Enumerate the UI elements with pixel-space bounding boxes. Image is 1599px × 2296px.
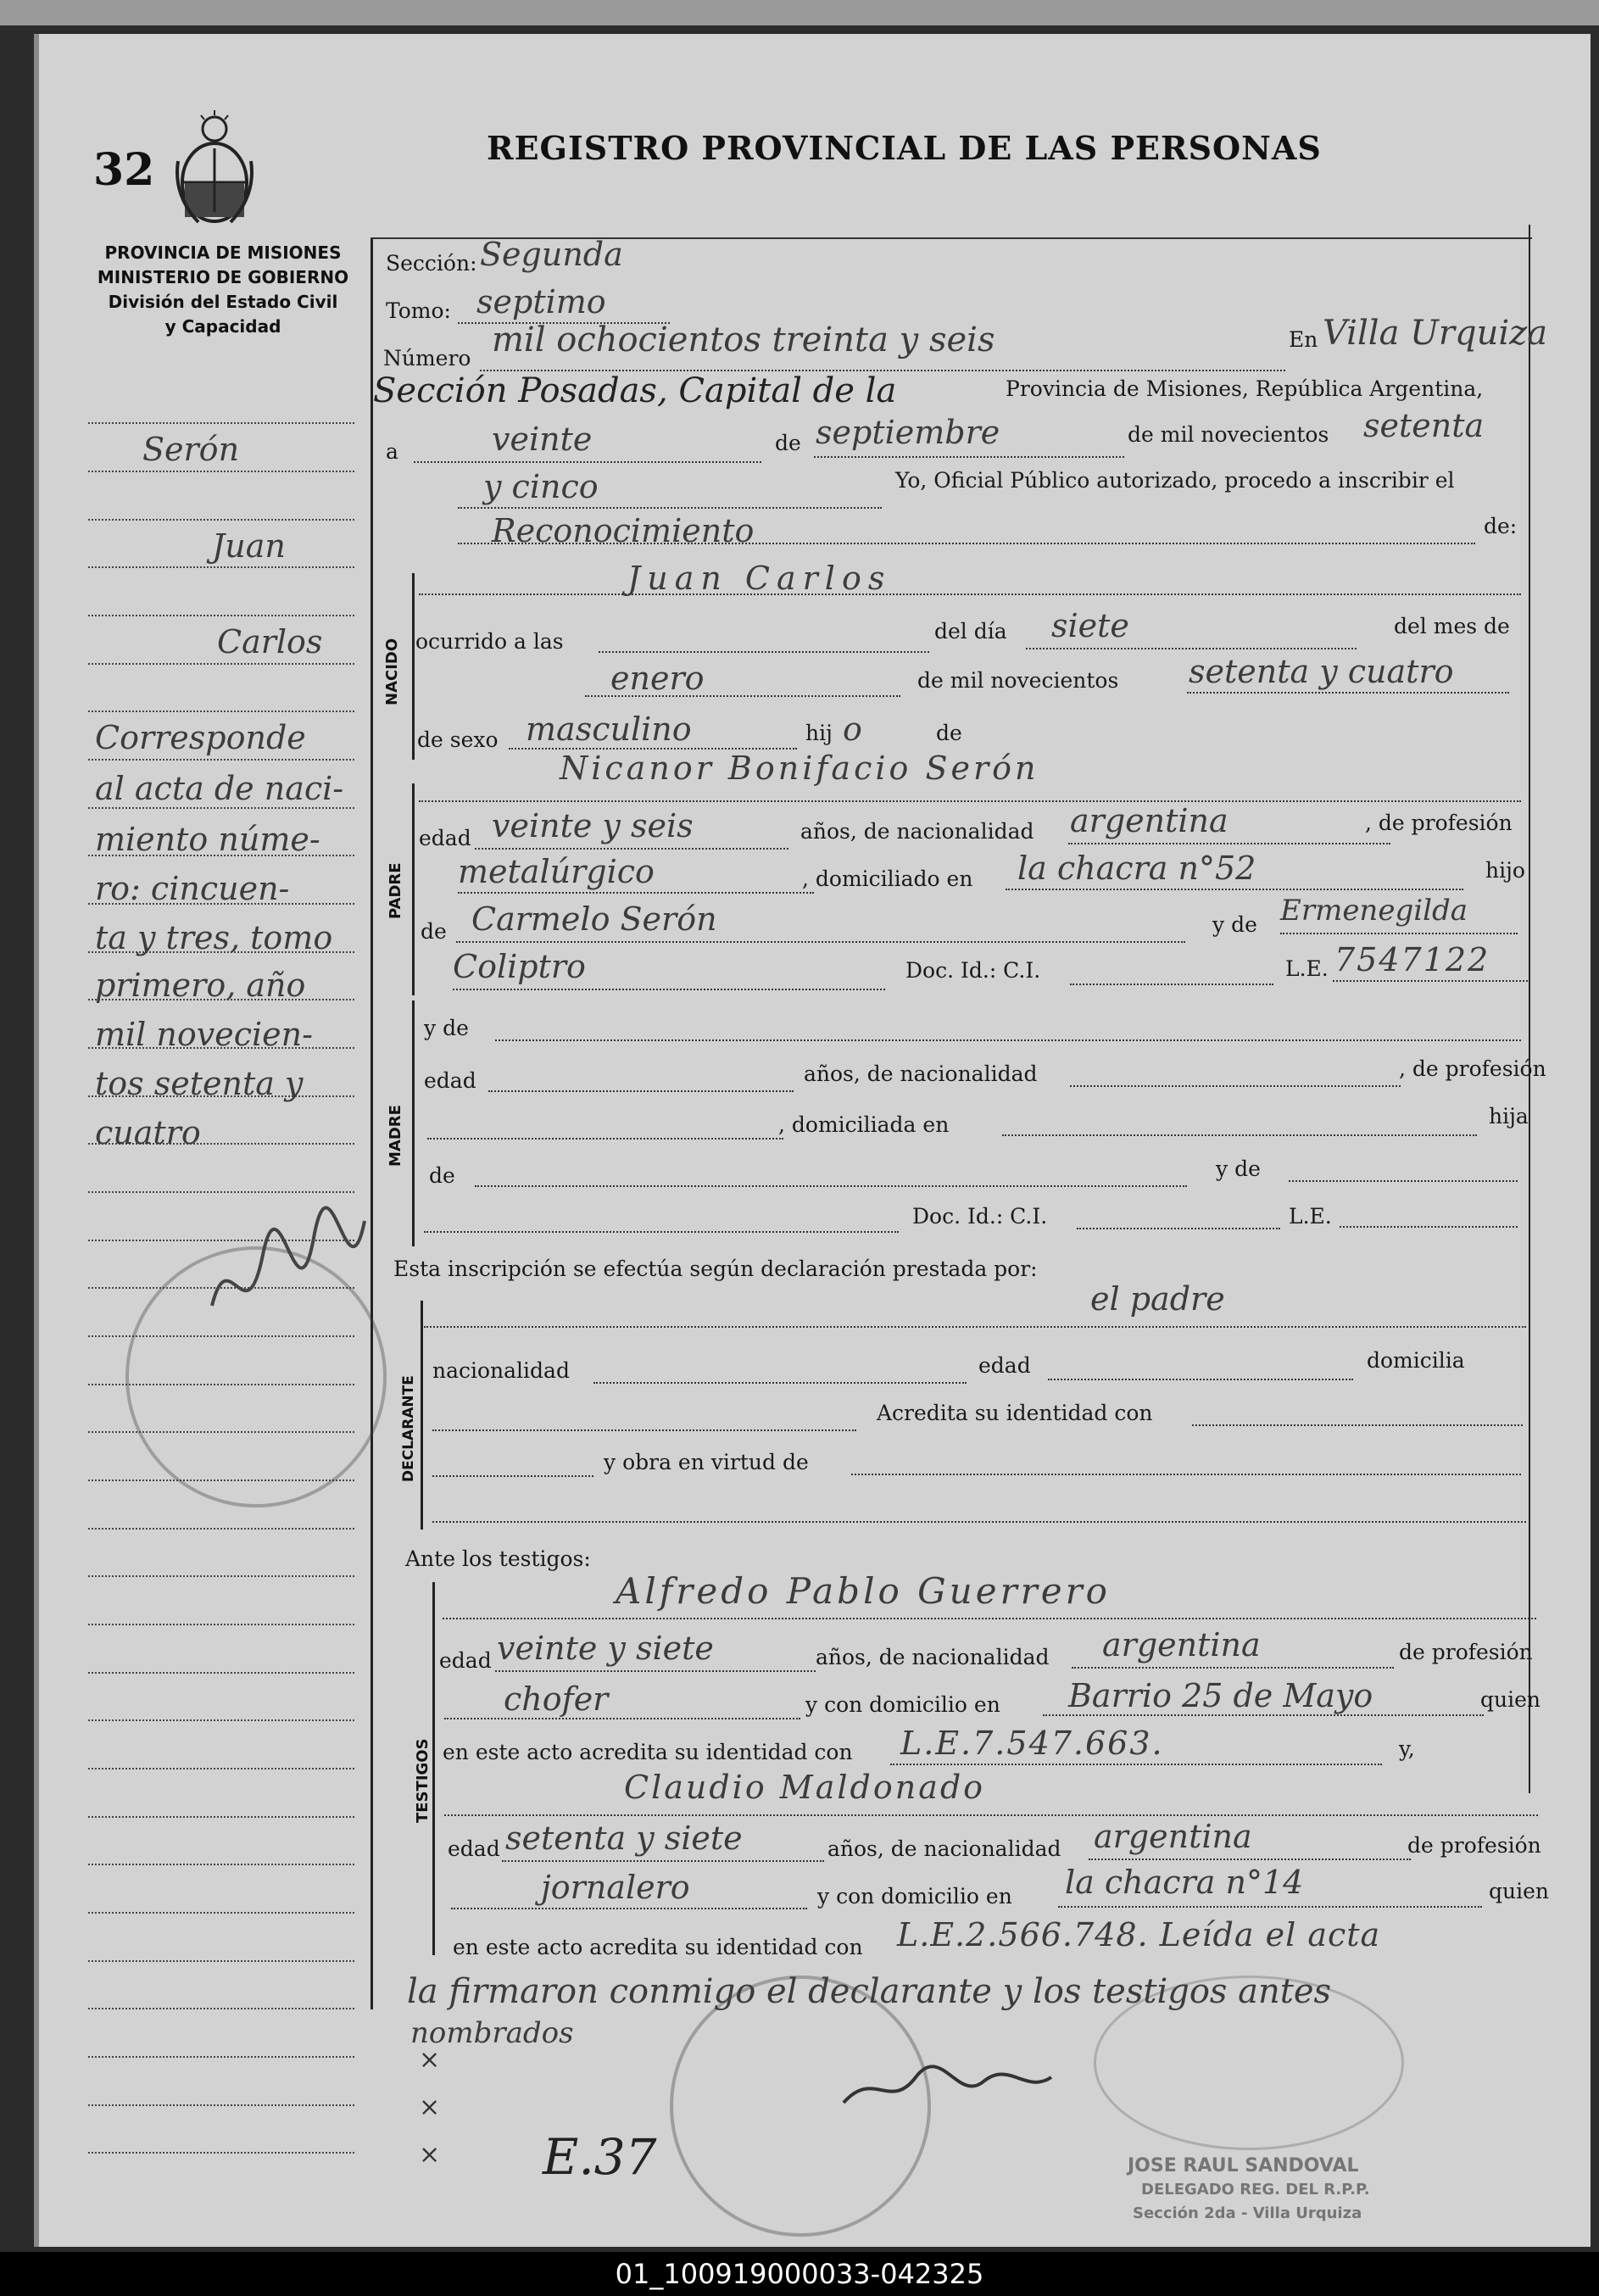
label-y-coma: y, (1399, 1736, 1415, 1761)
label-doc-madre: Doc. Id.: C.I. (912, 1204, 1048, 1229)
value-dia-nac: siete (1051, 607, 1129, 644)
value-mes: septiembre (816, 414, 1000, 451)
value-padre-y-de: Ermenegilda (1280, 894, 1468, 928)
label-seccion: Sección: (386, 251, 477, 276)
value-testigo1: Alfredo Pablo Guerrero (616, 1570, 1111, 1612)
value-t2-nac: argentina (1094, 1818, 1252, 1855)
label-edad: edad (419, 826, 471, 850)
value-numero: mil ochocientos treinta y seis (492, 320, 995, 359)
label-tomo: Tomo: (386, 298, 451, 323)
value-padre-y-de2: Coliptro (453, 948, 586, 985)
label-de-prof: , de profesión (1365, 811, 1513, 835)
agency-line-3: División del Estado Civil (108, 292, 338, 312)
margin-note-line: ta y tres, tomo (95, 919, 333, 956)
label-y-obra: y obra en virtud de (604, 1450, 809, 1474)
value-t1-doc: L.E.7.547.663. (900, 1725, 1164, 1762)
right-rule (1529, 225, 1530, 1793)
label-del-mes: del mes de (1394, 614, 1510, 638)
book-edge (0, 0, 1599, 25)
label-y-con-dom-t1: y con domicilio en (805, 1692, 1000, 1717)
value-t2-prof: jornalero (541, 1869, 690, 1906)
value-padre-prof: metalúrgico (458, 853, 655, 890)
margin-note-line: miento núme- (95, 821, 320, 858)
label-de-prof-madre: , de profesión (1399, 1056, 1546, 1081)
value-lugar: Sección Posadas, Capital de la (373, 371, 897, 410)
label-edad-t1: edad (439, 1648, 492, 1673)
label-nacionalidad: nacionalidad (432, 1358, 570, 1383)
image-caption: 01_100919000033-042325 (0, 2252, 1599, 2296)
value-t2-doc: L.E.2.566.748. Leída el acta (897, 1916, 1381, 1953)
label-doc: Doc. Id.: C.I. (905, 958, 1041, 983)
page-title: REGISTRO PROVINCIAL DE LAS PERSONAS (487, 129, 1322, 167)
closing-line-1: la firmaron conmigo el declarante y los testigos antes (407, 1972, 1332, 2011)
value-padre-le: 7547122 (1334, 941, 1490, 978)
label-en-este-acto-t1: en este acto acredita su identidad con (443, 1740, 853, 1764)
label-numero: Número (383, 346, 471, 371)
page-number: 32 (93, 144, 155, 196)
value-padre-nac: argentina (1070, 802, 1228, 839)
label-edad-decl: edad (978, 1353, 1031, 1378)
label-de: de (775, 431, 801, 455)
margin-note-line: Juan (212, 527, 286, 565)
section-label-madre: MADRE (387, 1105, 404, 1167)
margin-note-line: mil novecien- (95, 1016, 313, 1053)
value-padre-hijo-de: Carmelo Serón (471, 900, 717, 938)
agency-line-2: MINISTERIO DE GOBIERNO (97, 267, 349, 287)
label-ocurrido: ocurrido a las (415, 629, 564, 654)
label-hijo: hijo (1485, 858, 1525, 883)
closing-line-2: nombrados (410, 2016, 574, 2050)
value-nombre: Juan Carlos (627, 560, 892, 597)
section-label-testigos: TESTIGOS (414, 1738, 432, 1823)
value-declarante: el padre (1090, 1280, 1225, 1318)
value-padre-nombre: Nicanor Bonifacio Serón (560, 750, 1039, 787)
cross-mark-icon: × (419, 2045, 441, 2075)
cross-mark-icon: × (419, 2140, 441, 2170)
label-de-sexo-de: de (936, 721, 962, 745)
label-le: L.E. (1285, 956, 1329, 981)
value-t1-prof: chofer (504, 1680, 609, 1718)
value-hij-o: o (843, 711, 862, 748)
label-anos-nac-t2: años, de nacionalidad (827, 1836, 1061, 1861)
faded-seal (1094, 1976, 1404, 2150)
margin-note-line: primero, año (95, 967, 306, 1004)
agency-block (83, 241, 363, 339)
margin-note-line: tos setenta y (95, 1065, 304, 1102)
label-domicilia: domicilia (1367, 1348, 1465, 1373)
value-en: Villa Urquiza (1323, 314, 1548, 353)
value-ano2: y cinco (483, 468, 599, 505)
value-ano-nac: setenta y cuatro (1189, 653, 1454, 690)
label-domiciliado: , domiciliado en (802, 867, 973, 891)
nacido-bracket (412, 573, 415, 760)
label-anos-nac: años, de nacionalidad (800, 819, 1034, 844)
madre-bracket (412, 1000, 415, 1246)
section-label-padre: PADRE (387, 862, 404, 919)
value-t1-edad: veinte y siete (497, 1630, 714, 1667)
label-hij: hij (805, 721, 833, 745)
official-stamp-section: Sección 2da - Villa Urquiza (1133, 2204, 1362, 2222)
testigos-bracket (432, 1582, 435, 1955)
label-quien-t1: quien (1480, 1687, 1540, 1712)
section-label-nacido: NACIDO (383, 638, 401, 705)
agency-line-4: y Capacidad (164, 316, 281, 337)
label-anos-nac-madre: años, de nacionalidad (804, 1062, 1038, 1086)
argentina-coat-of-arms-icon (173, 110, 256, 229)
label-de-sexo: de sexo (417, 727, 499, 752)
value-t1-nac: argentina (1102, 1626, 1261, 1663)
margin-note-line: ro: cincuen- (95, 870, 290, 907)
margin-note-line: Carlos (217, 623, 323, 660)
label-de-madre: de (429, 1163, 455, 1188)
label-le-madre: L.E. (1289, 1204, 1332, 1229)
label-ante-testigos: Ante los testigos: (405, 1546, 591, 1571)
value-tomo: septimo (476, 283, 606, 320)
cross-mark-icon: × (419, 2093, 441, 2122)
section-label-declarante: DECLARANTE (400, 1375, 417, 1482)
official-stamp-name: JOSE RAUL SANDOVAL (1128, 2155, 1359, 2176)
margin-note-line: al acta de naci- (95, 770, 344, 807)
label-de-mil-nov2: de mil novecientos (917, 668, 1119, 693)
label-domiciliada: , domiciliada en (778, 1112, 950, 1137)
official-stamp-title: DELEGADO REG. DEL R.P.P. (1141, 2181, 1370, 2198)
label-y-de: y de (1212, 912, 1257, 937)
label-en-este-acto-t2: en este acto acredita su identidad con (453, 1935, 863, 1959)
civil-registry-seal (670, 1976, 931, 2237)
value-t2-dom: la chacra n°14 (1065, 1864, 1304, 1901)
margin-signature-icon (203, 1204, 373, 1348)
value-tipo: Reconocimiento (492, 512, 755, 549)
label-de-padre: de (421, 919, 447, 944)
padre-bracket (412, 783, 415, 995)
label-y-de-madre2: y de (1216, 1156, 1261, 1181)
label-anos-nac-t1: años, de nacionalidad (816, 1645, 1050, 1669)
label-de-prof-t1: de profesión (1399, 1640, 1533, 1664)
value-padre-dom: la chacra n°52 (1017, 850, 1256, 887)
value-testigo2: Claudio Maldonado (624, 1769, 986, 1806)
label-edad-t2: edad (448, 1836, 500, 1861)
label-y-de-madre: y de (424, 1016, 469, 1040)
label-provincia: Provincia de Misiones, República Argentina, (1006, 376, 1484, 401)
label-de-colon: de: (1484, 514, 1518, 538)
agency-line-1: PROVINCIA DE MISIONES (104, 242, 342, 263)
label-a: a (386, 439, 398, 464)
value-padre-edad: veinte y seis (492, 807, 694, 844)
label-yo-oficial: Yo, Oficial Público autorizado, procedo a inscribir el (895, 468, 1455, 493)
value-sexo: masculino (526, 711, 692, 748)
value-ano: setenta (1363, 407, 1485, 444)
declarante-bracket (421, 1301, 423, 1530)
margin-note-line: Corresponde (95, 719, 306, 756)
value-t2-edad: setenta y siete (505, 1820, 743, 1857)
signature-mark: E.37 (543, 2128, 657, 2186)
label-y-con-dom-t2: y con domicilio en (817, 1884, 1012, 1909)
label-esta-inscripcion: Esta inscripción se efectúa según declaración prestada por: (393, 1257, 1038, 1281)
label-edad-madre: edad (424, 1068, 476, 1093)
value-dia: veinte (492, 421, 593, 458)
label-de-prof-t2: de profesión (1407, 1833, 1541, 1858)
value-mes-nac: enero (610, 660, 705, 697)
label-de-mil-novecientos: de mil novecientos (1128, 422, 1329, 447)
label-en: En (1289, 327, 1318, 352)
margin-note-line: Serón (142, 431, 240, 468)
value-t1-dom: Barrio 25 de Mayo (1068, 1677, 1373, 1714)
label-quien-t2: quien (1489, 1879, 1549, 1903)
label-hija: hija (1489, 1104, 1529, 1128)
label-acredita: Acredita su identidad con (877, 1401, 1153, 1425)
value-seccion: Segunda (480, 236, 623, 273)
label-del-dia: del día (934, 619, 1007, 644)
margin-note-line: cuatro (95, 1114, 201, 1151)
